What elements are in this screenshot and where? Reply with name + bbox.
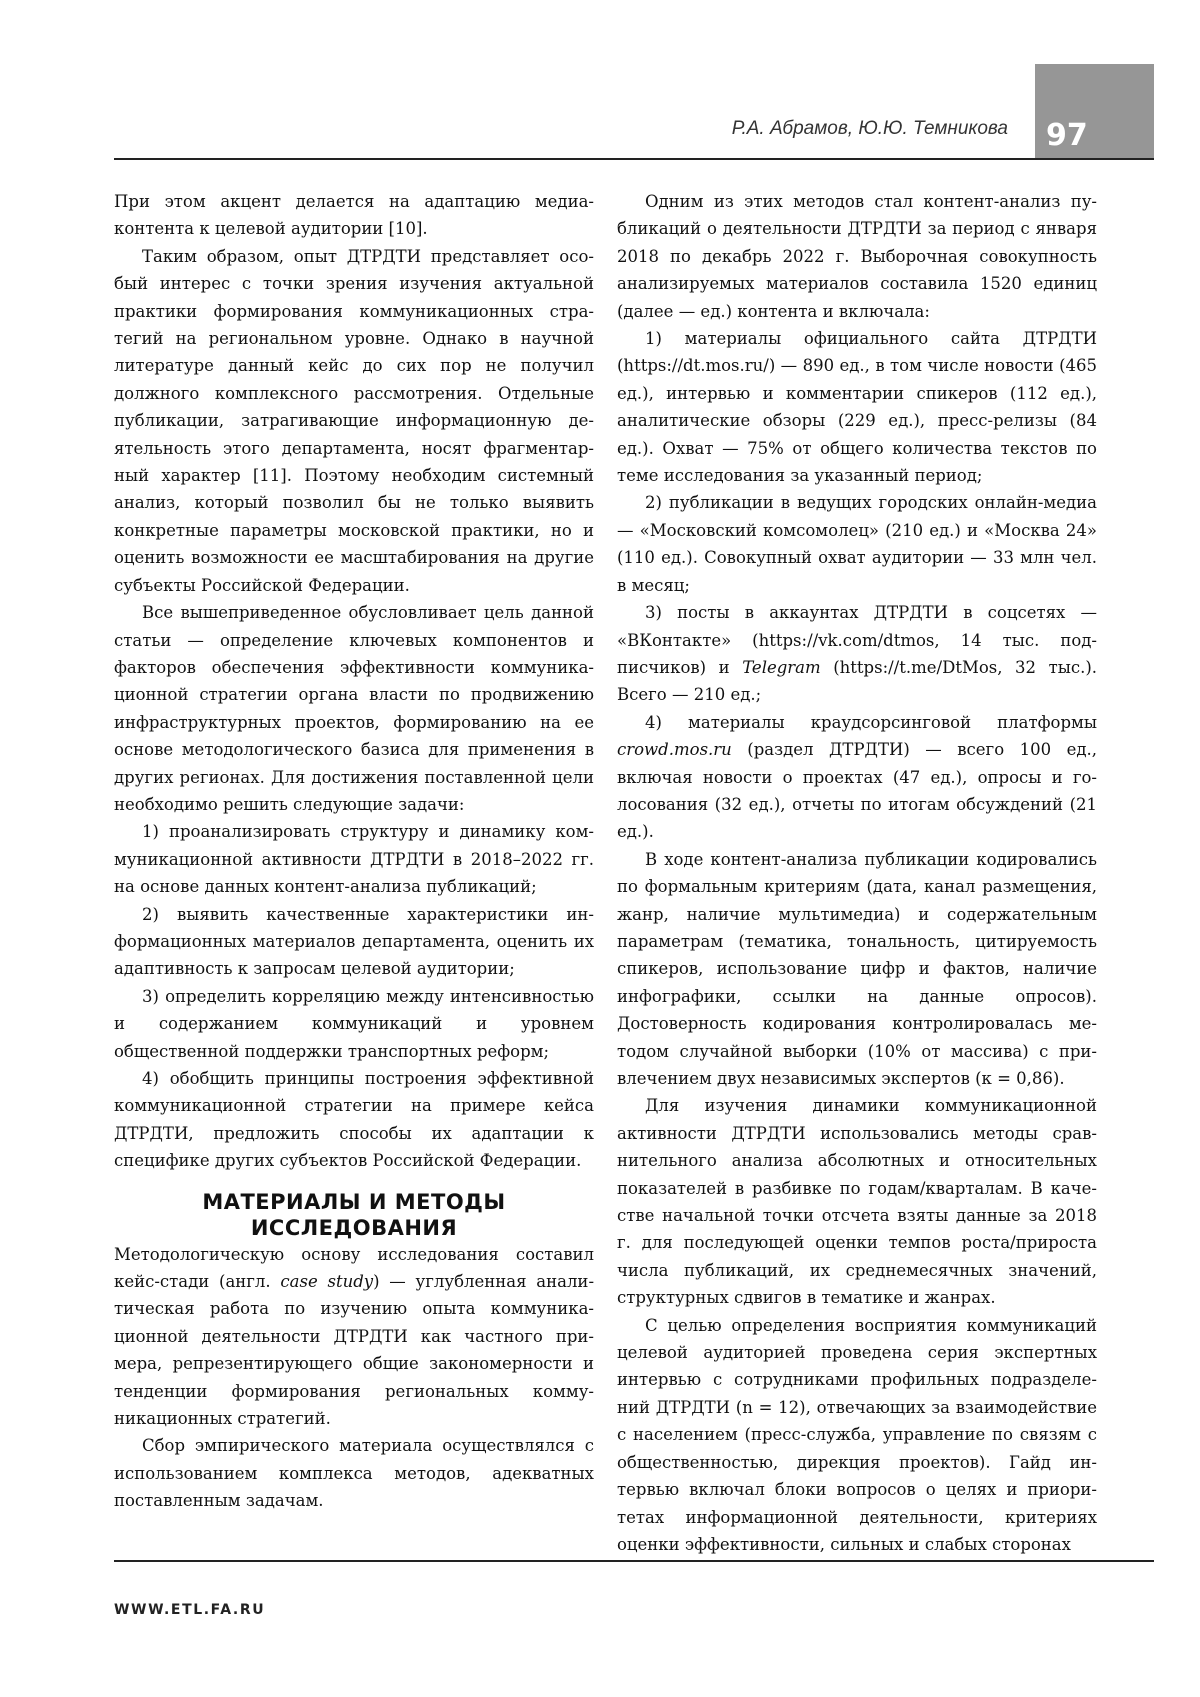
footer-rule [114,1560,1154,1562]
text-run: ) — углубленная аналитическая работа по изучению опыта коммуникационной деятельности ДТРДТИ как частного примера, репрезентирующего общие закономерности и тенденции формирования региональных коммуникационных стратегий. [114,1272,595,1429]
paragraph: Сбор эмпирического материала осуществлялся с использованием комплекса методов, адекватных поставленным задачам. [114,1436,594,1511]
running-header-authors: Р.А. Абрамов, Ю.Ю. Темникова [731,118,1008,139]
task-item: 4) обобщить принципы построения эффективной коммуникационной стратегии на примере кейса ДТРДТИ, предложить способы их адаптации к специфике других субъектов Российской Федерации. [114,1069,594,1171]
text-run: 4) материалы краудсорсинговой платформы [645,712,1097,732]
italic-term: crowd.mos.ru [617,740,732,760]
paragraph: С целью определения восприятия коммуникаций целевой аудиторией проведена серия экспертных интервью с сотрудниками профильных подразделений ДТРДТИ (n = 12), отвечающих за взаимодействие с населением (пресс-служба, управление по связям с общественностью, дирекция проектов). Гайд интервью включал блоки вопросов о целях и приоритетах информационной деятельности, критериях оценки эффективности, сильных и слабых сторонах [617,1315,1097,1554]
page-number: 97 [1046,118,1088,153]
paragraph: Все вышеприведенное обусловливает цель данной статьи — определение ключевых компонентов и факторов обеспечения эффективности коммуникационной стратегии органа власти по продвижению инфраструктурных проектов, формированию на ее основе методологического базиса для применения в других регионах. Для достижения поставленной цели необходимо решить следующие задачи: [114,603,594,814]
paragraph: В ходе контент-анализа публикации кодировались по формальным критериям (дата, канал размещения, жанр, наличие мультимедиа) и содержательным параметрам (тематика, тональность, цитируемость спикеров, использование цифр и фактов, наличие инфографики, ссылки на данные опросов). Достоверность кодирования контролировалась методом случайной выборки (10% от массива) с привлечением двух независимых экспертов (κ = 0,86). [617,849,1097,1088]
list-item [617,599,1097,709]
header-rule [114,158,1154,160]
paragraph: Для изучения динамики коммуникационной активности ДТРДТИ использовались методы сравнительного анализа абсолютных и относительных показателей в разбивке по годам/кварталам. В качестве начальной точки отсчета взяты данные за 2018 г. для последующей оценки темпов роста/прироста числа публикаций, их среднемесячных значений, структурных сдвигов в тематике и жанрах. [617,1096,1097,1308]
right-column [617,188,1097,1558]
text-run: 3) посты в аккаунтах ДТРДТИ в соцсетях — «ВКонтакте» (https://vk.com/dtmos, 14 тыс. подписчиков) и [617,603,1097,677]
text-run: (раздел ДТРДТИ) — всего 100 ед., включая новости о проектах (47 ед.), опросы и голосования (32 ед.), отчеты по итогам обсуждений (21 ед.). [617,740,1097,842]
section-heading-line: ИССЛЕДОВАНИЯ [250,1215,458,1240]
list-item: 1) материалы официального сайта ДТРДТИ (https://dt.mos.ru/) — 890 ед., в том числе новости (465 ед.), интервью и комментарии спикеров (112 ед.), аналитические обзоры (229 ед.), пресс-релизы (84 ед.). Охват — 75% от общего количества текстов по теме исследования за указанный период; [617,329,1097,486]
footer-url[interactable]: WWW.ETL.FA.RU [114,1602,266,1618]
italic-term: Telegram [742,657,821,677]
task-item: 2) выявить качественные характеристики информационных материалов департамента, оценить их адаптивность к запросам целевой аудитории; [114,904,594,979]
text-run: (https://t.me/DtMos, 32 тыс.). Всего — 210 ед.; [617,657,1097,705]
task-item: 1) проанализировать структуру и динамику коммуникационной активности ДТРДТИ в 2018–2022 гг. на основе данных контент-анализа публикаций; [114,822,594,897]
task-item: 3) определить корреляцию между интенсивностью и содержанием коммуникаций и уровнем общественной поддержки транспортных реформ; [114,986,594,1061]
text-run: Методологическую основу исследования составил кейс-стади (англ. [114,1244,594,1292]
list-item: 2) публикации в ведущих городских онлайн-медиа — «Московский комсомолец» (210 ед.) и «Москва 24» (110 ед.). Совокупный охват аудитории — 33 млн чел. в месяц; [617,493,1097,595]
paragraph [114,1241,594,1433]
paragraph: Таким образом, опыт ДТРДТИ представляет особый интерес с точки зрения изучения актуальной практики формирования коммуникационных стратегий на региональном уровне. Однако в научной литературе данный кейс до сих пор не получил должного комплексного рассмотрения. Отдельные публикации, затрагивающие информационную деятельность этого департамента, носят фрагментарный характер [11]. Поэтому необходим системный анализ, который позволил бы не только выявить конкретные параметры московской практики, но и оценить возможности ее масштабирования на другие субъекты Российской Федерации. [114,246,594,595]
paragraph: Одним из этих методов стал контент-анализ публикаций о деятельности ДТРДТИ за период с января 2018 по декабрь 2022 г. Выборочная совокупность анализируемых материалов составила 1520 единиц (далее — ед.) контента и включала: [617,192,1097,321]
list-item [617,709,1097,846]
paragraph: При этом акцент делается на адаптацию медиаконтента к целевой аудитории [10]. [114,192,594,239]
left-column [114,188,594,1515]
section-heading-line: МАТЕРИАЛЫ И МЕТОДЫ [202,1189,506,1214]
section-heading [114,1189,594,1241]
italic-term: case study [280,1272,374,1292]
